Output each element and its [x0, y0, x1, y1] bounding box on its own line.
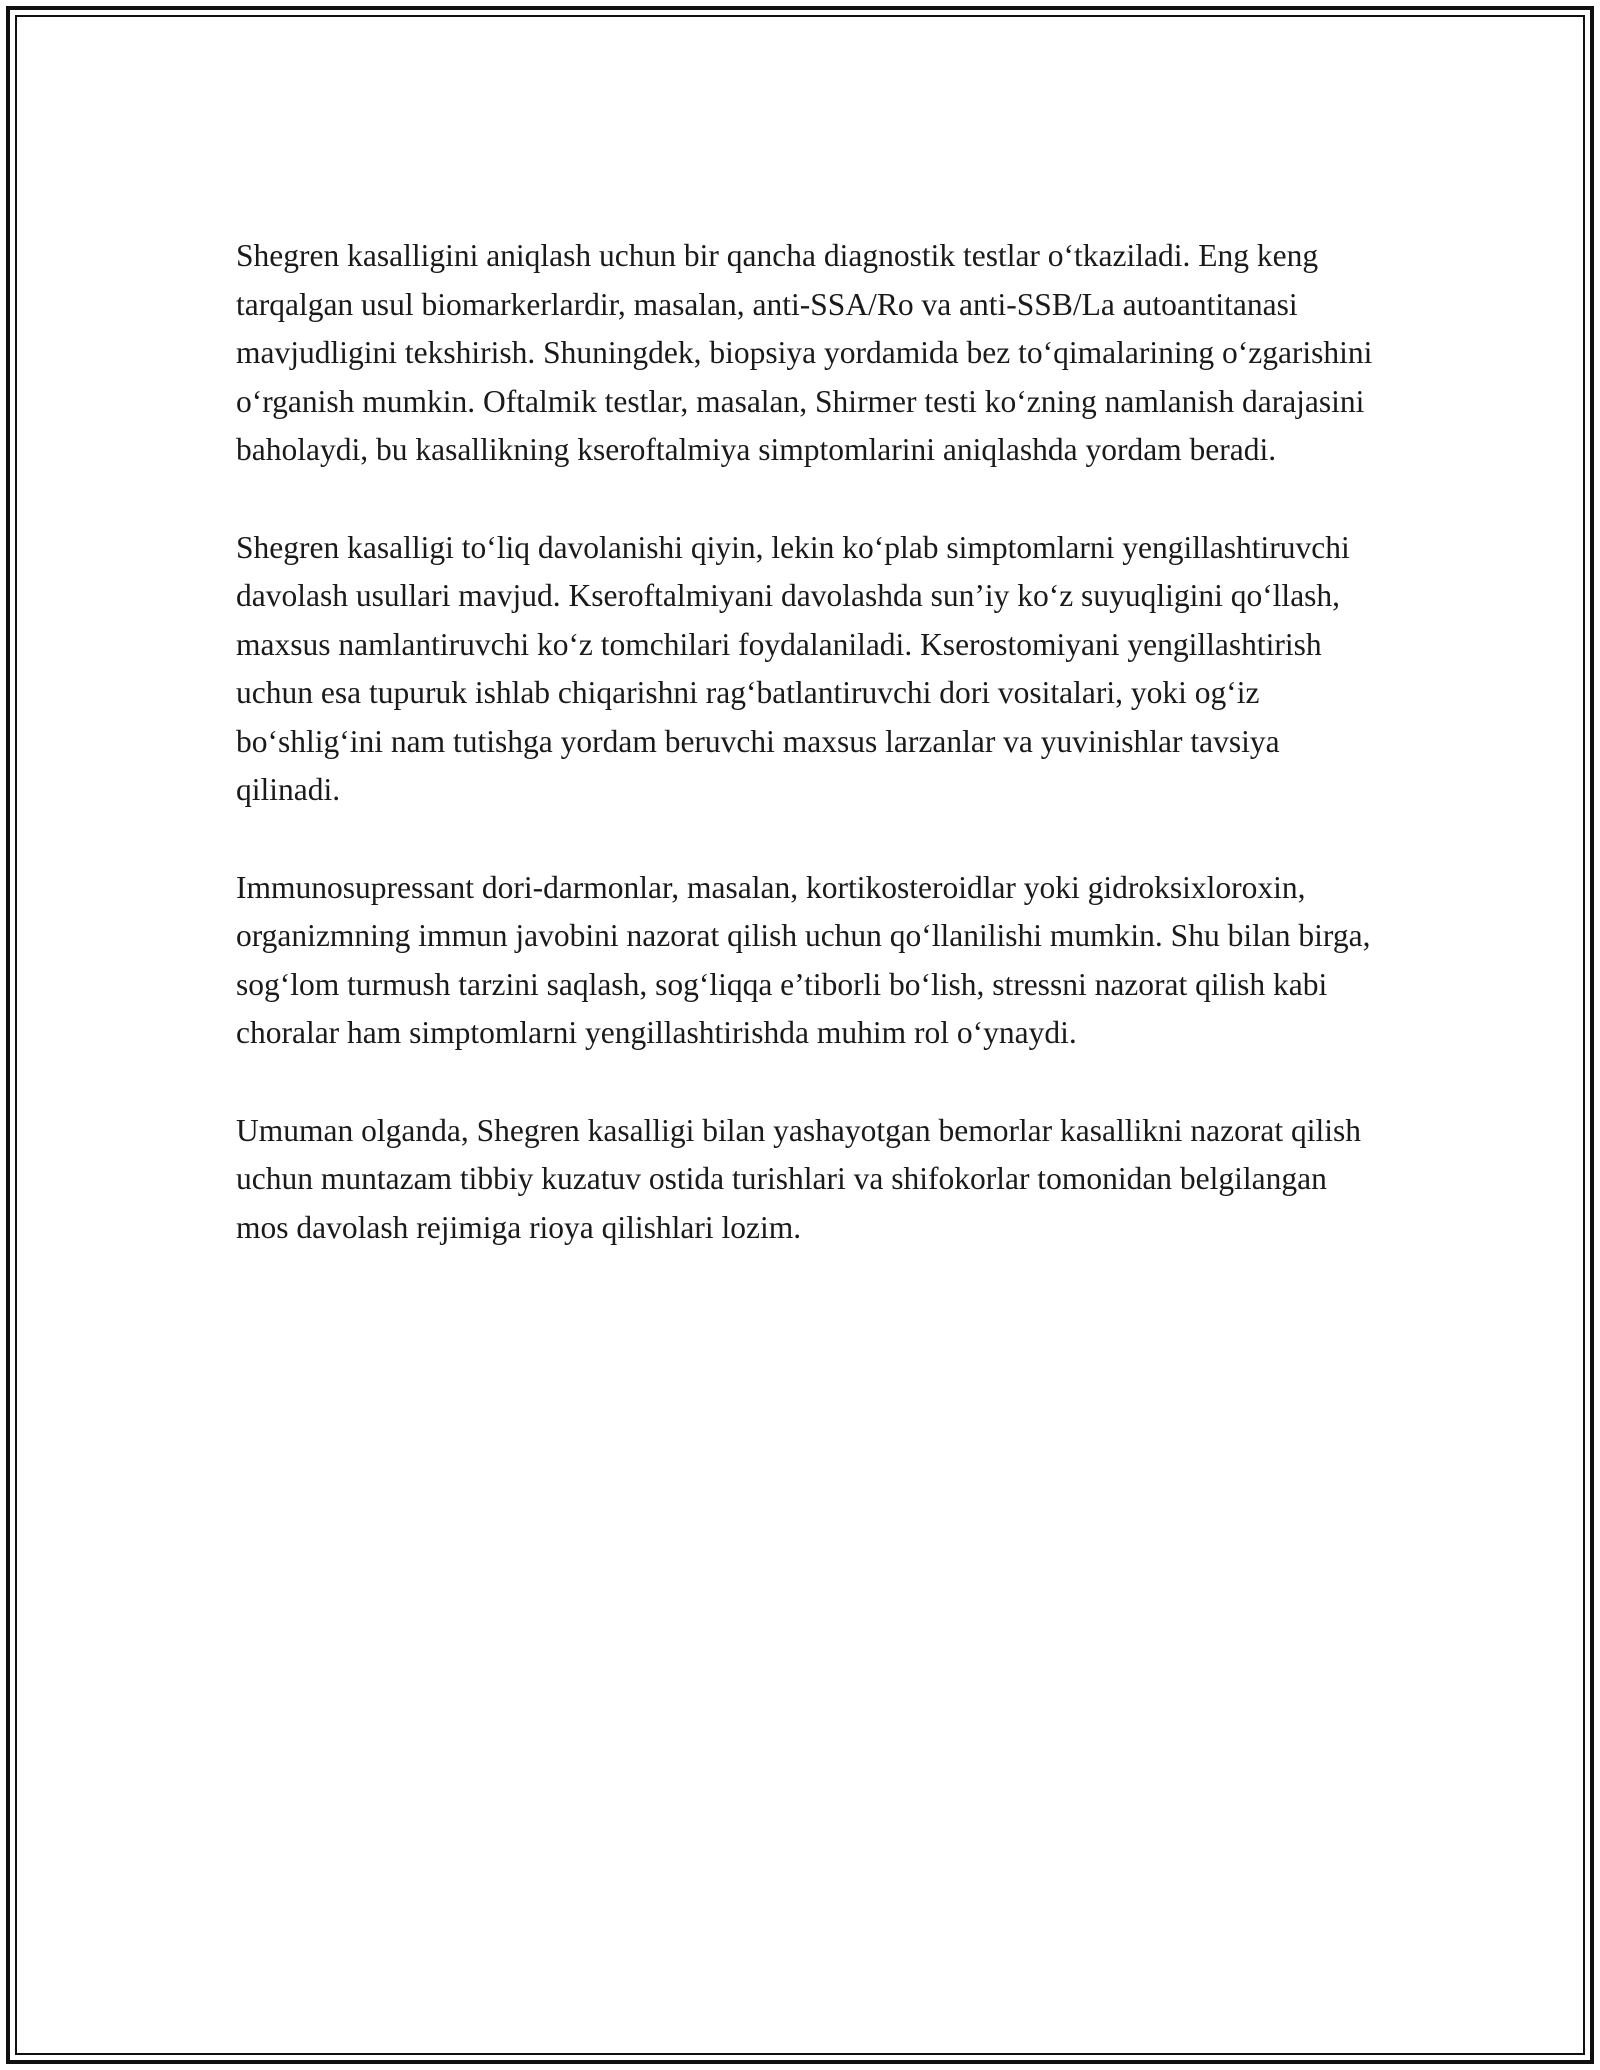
- document-body: [236, 232, 1376, 1301]
- paragraph-conclusion: Umuman olganda, Shegren kasalligi bilan yashayotgan bemorlar kasallikni nazorat qilish uchun muntazam tibbiy kuzatuv ostida turishlari va shifokorlar tomonidan belgilangan mos davolash rejimiga rioya qilishlari lozim.: [236, 1112, 1361, 1245]
- paragraph-immunosuppressants: Immunosupressant dori-darmonlar, masalan, kortikosteroidlar yoki gidroksixloroxin, organizmning immun javobini nazorat qilish uchun qo‘llanilishi mumkin. Shu bilan birga, sog‘lom turmush tarzini saqlash, sog‘liqqa e’tiborli bo‘lish, stressni nazorat qilish kabi choralar ham simptomlarni yengillashtirishda muhim rol o‘ynaydi.: [236, 869, 1371, 1050]
- paragraph-treatment: Shegren kasalligi to‘liq davolanishi qiyin, lekin ko‘plab simptomlarni yengillashtiruvchi davolash usullari mavjud. Kseroftalmiyani davolashda sun’iy ko‘z suyuqligini qo‘llash, maxsus namlantiruvchi ko‘z tomchilari foydalaniladi. Kserostomiyani yengillashtirish uchun esa tupuruk ishlab chiqarishni rag‘batlantiruvchi dori vositalari, yoki og‘iz bo‘shlig‘ini nam tutishga yordam beruvchi maxsus larzanlar va yuvinishlar tavsiya qilinadi.: [236, 529, 1350, 807]
- paragraph-diagnostics: Shegren kasalligini aniqlash uchun bir qancha diagnostik testlar o‘tkaziladi. Eng keng tarqalgan usul biomarkerlardir, masalan, anti-SSA/Ro va anti-SSB/La autoantitanasi mavjudligini tekshirish. Shuningdek, biopsiya yordamida bez to‘qimalarining o‘zgarishini o‘rganish mumkin. Oftalmik testlar, masalan, Shirmer testi ko‘zning namlanish darajasini baholaydi, bu kasallikning kseroftalmiya simptomlarini aniqlashda yordam beradi.: [236, 238, 1373, 467]
